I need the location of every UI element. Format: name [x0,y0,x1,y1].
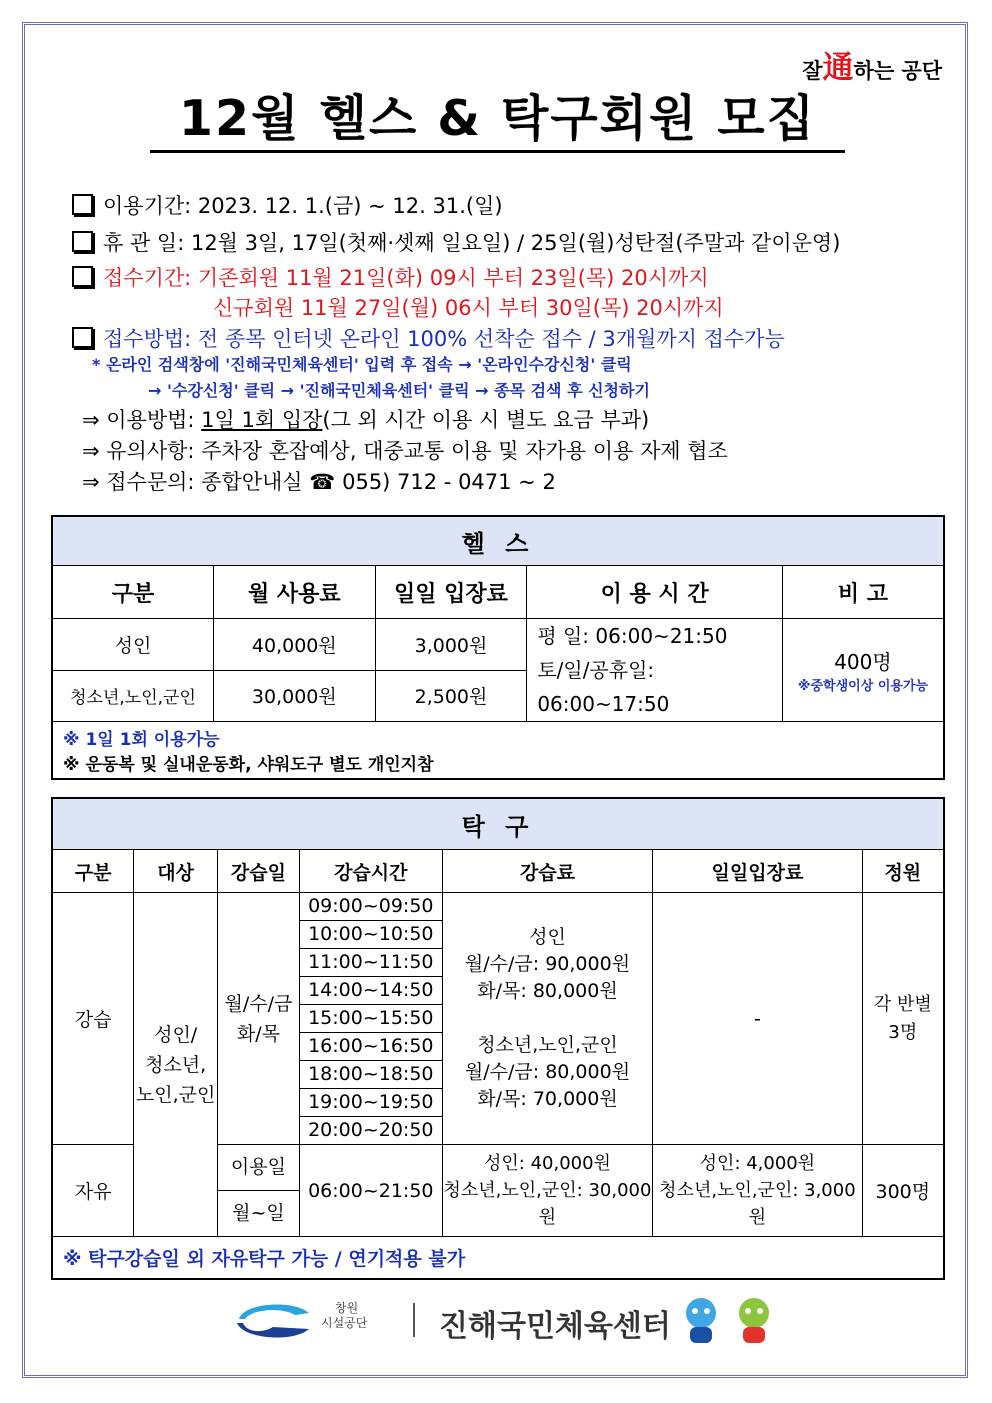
checkbox-icon [72,266,93,287]
page-title: 12월 헬스 & 탁구회원 모집 [150,88,845,153]
pingpong-header: 구분 [52,850,134,893]
lesson-days: 월/수/금 화/목 [218,893,300,1145]
time-slot: 09:00~09:50 [300,893,442,921]
info-closed: 휴 관 일: 12월 3일, 17일(첫째·셋째 일요일) / 25일(월)성탄절(주말과 같이운영) [72,227,840,257]
info-usage: ⇒ 이용방법: 1일 1회 입장(그 외 시간 이용 시 별도 요금 부과) [82,408,650,432]
health-header: 일일 입장료 [375,566,527,619]
time-slot: 14:00~14:50 [300,977,442,1005]
info-contact: ⇒ 접수문의: 종합안내실 ☎ 055) 712 - 0471 ~ 2 [82,470,556,494]
footer [233,1295,793,1345]
info-registration-new: 신규회원 11월 27일(월) 06시 부터 30일(목) 20시까지 [213,296,724,320]
time-slot: 18:00~18:50 [300,1061,442,1089]
checkbox-icon [72,231,93,252]
checkbox-icon [72,327,93,348]
free-label: 자유 [52,1145,134,1237]
free-time: 06:00~21:50 [299,1145,442,1237]
lesson-times [299,893,442,1145]
info-step2: → '수강신청' 클릭 → '진해국민체육센터' 클릭 → 종목 검색 후 신청하기 [148,381,650,400]
lesson-target: 성인/ 청소년, 노인,군인 [134,893,218,1237]
free-fees: 성인: 40,000원 청소년,노인,군인: 30,000원 [442,1145,652,1237]
time-slot: 16:00~16:50 [300,1033,442,1061]
fee-line: 화/목: 70,000원 [477,1088,618,1110]
health-table [51,515,945,780]
free-daily: 성인: 4,000원 청소년,노인,군인: 3,000원 [653,1145,862,1237]
time-slot: 15:00~15:50 [300,1005,442,1033]
fee-line: 화/목: 80,000원 [477,980,618,1002]
pingpong-title: 탁 구 [52,798,944,850]
table-row [52,619,944,671]
info-registration: 접수기간: 기존회원 11월 21일(화) 09시 부터 23일(목) 20시까지 [72,262,709,292]
info-step1: * 온라인 검색창에 '진해국민체육센터' 입력 후 접속 → '온라인수강신청' 클릭 [92,355,632,374]
row-daily: 2,500원 [375,670,527,722]
mascot-green-icon [731,1295,777,1345]
fee-line: 청소년,노인,군인 [477,1034,618,1056]
free-capacity: 300명 [862,1145,944,1237]
changwon-logo-icon [233,1299,313,1343]
mascot-blue-icon [678,1295,724,1345]
pingpong-header: 일일입장료 [653,850,862,893]
lesson-fees [442,893,652,1145]
health-header: 비 고 [782,566,944,619]
row-monthly: 30,000원 [214,670,376,722]
time-slot: 11:00~11:50 [300,949,442,977]
pingpong-header: 강습시간 [299,850,442,893]
pingpong-header: 정원 [862,850,944,893]
fee-line: 월/수/금: 80,000원 [464,1061,631,1083]
info-method: 접수방법: 전 종목 인터넷 온라인 100% 선착순 접수 / 3개월까지 접수가능 [72,323,785,353]
time-slot: 19:00~19:50 [300,1089,442,1117]
info-caution: ⇒ 유의사항: 주차장 혼잡예상, 대중교통 이용 및 자가용 이용 자제 협조 [82,439,728,463]
lesson-label: 강습 [52,893,134,1145]
pingpong-note: ※ 탁구강습일 외 자유탁구 가능 / 연기적용 불가 [52,1237,944,1279]
fee-line [443,1005,652,1032]
slogan: 잘通하는 공단 [802,50,942,86]
health-hours: 평 일: 06:00~21:50 토/일/공휴일: 06:00~17:50 [527,619,783,722]
pingpong-header: 대상 [134,850,218,893]
footer-divider [413,1303,415,1337]
row-monthly: 40,000원 [214,619,376,671]
fee-line: 월/수/금: 90,000원 [464,953,631,975]
org-name: 창원 시설공단 [321,1301,368,1330]
row-daily: 3,000원 [375,619,527,671]
info-period: 이용기간: 2023. 12. 1.(금) ~ 12. 31.(일) [72,190,503,220]
time-slot: 20:00~20:50 [308,1119,434,1141]
fee-line: 성인 [529,926,566,948]
lesson-daily: - [653,893,862,1145]
health-header: 구분 [52,566,214,619]
row-type: 성인 [52,619,214,671]
pingpong-header: 강습료 [442,850,652,893]
pingpong-table [51,797,945,1280]
lesson-capacity: 각 반별 3명 [862,893,944,1145]
free-days: 이용일 월~일 [218,1145,300,1237]
center-name: 진해국민체육센터 [439,1309,671,1344]
checkbox-icon [72,194,93,215]
pingpong-header: 강습일 [218,850,300,893]
health-header: 월 사용료 [214,566,376,619]
health-title: 헬 스 [52,516,944,566]
health-notes: ※ 1일 1회 이용가능 ※ 운동복 및 실내운동화, 샤워도구 별도 개인지참 [52,722,944,780]
health-capacity: 400명 ※중학생이상 이용가능 [782,619,944,722]
health-header: 이 용 시 간 [527,566,783,619]
time-slot: 10:00~10:50 [300,921,442,949]
table-row [52,893,944,1145]
row-type: 청소년,노인,군인 [52,670,214,722]
